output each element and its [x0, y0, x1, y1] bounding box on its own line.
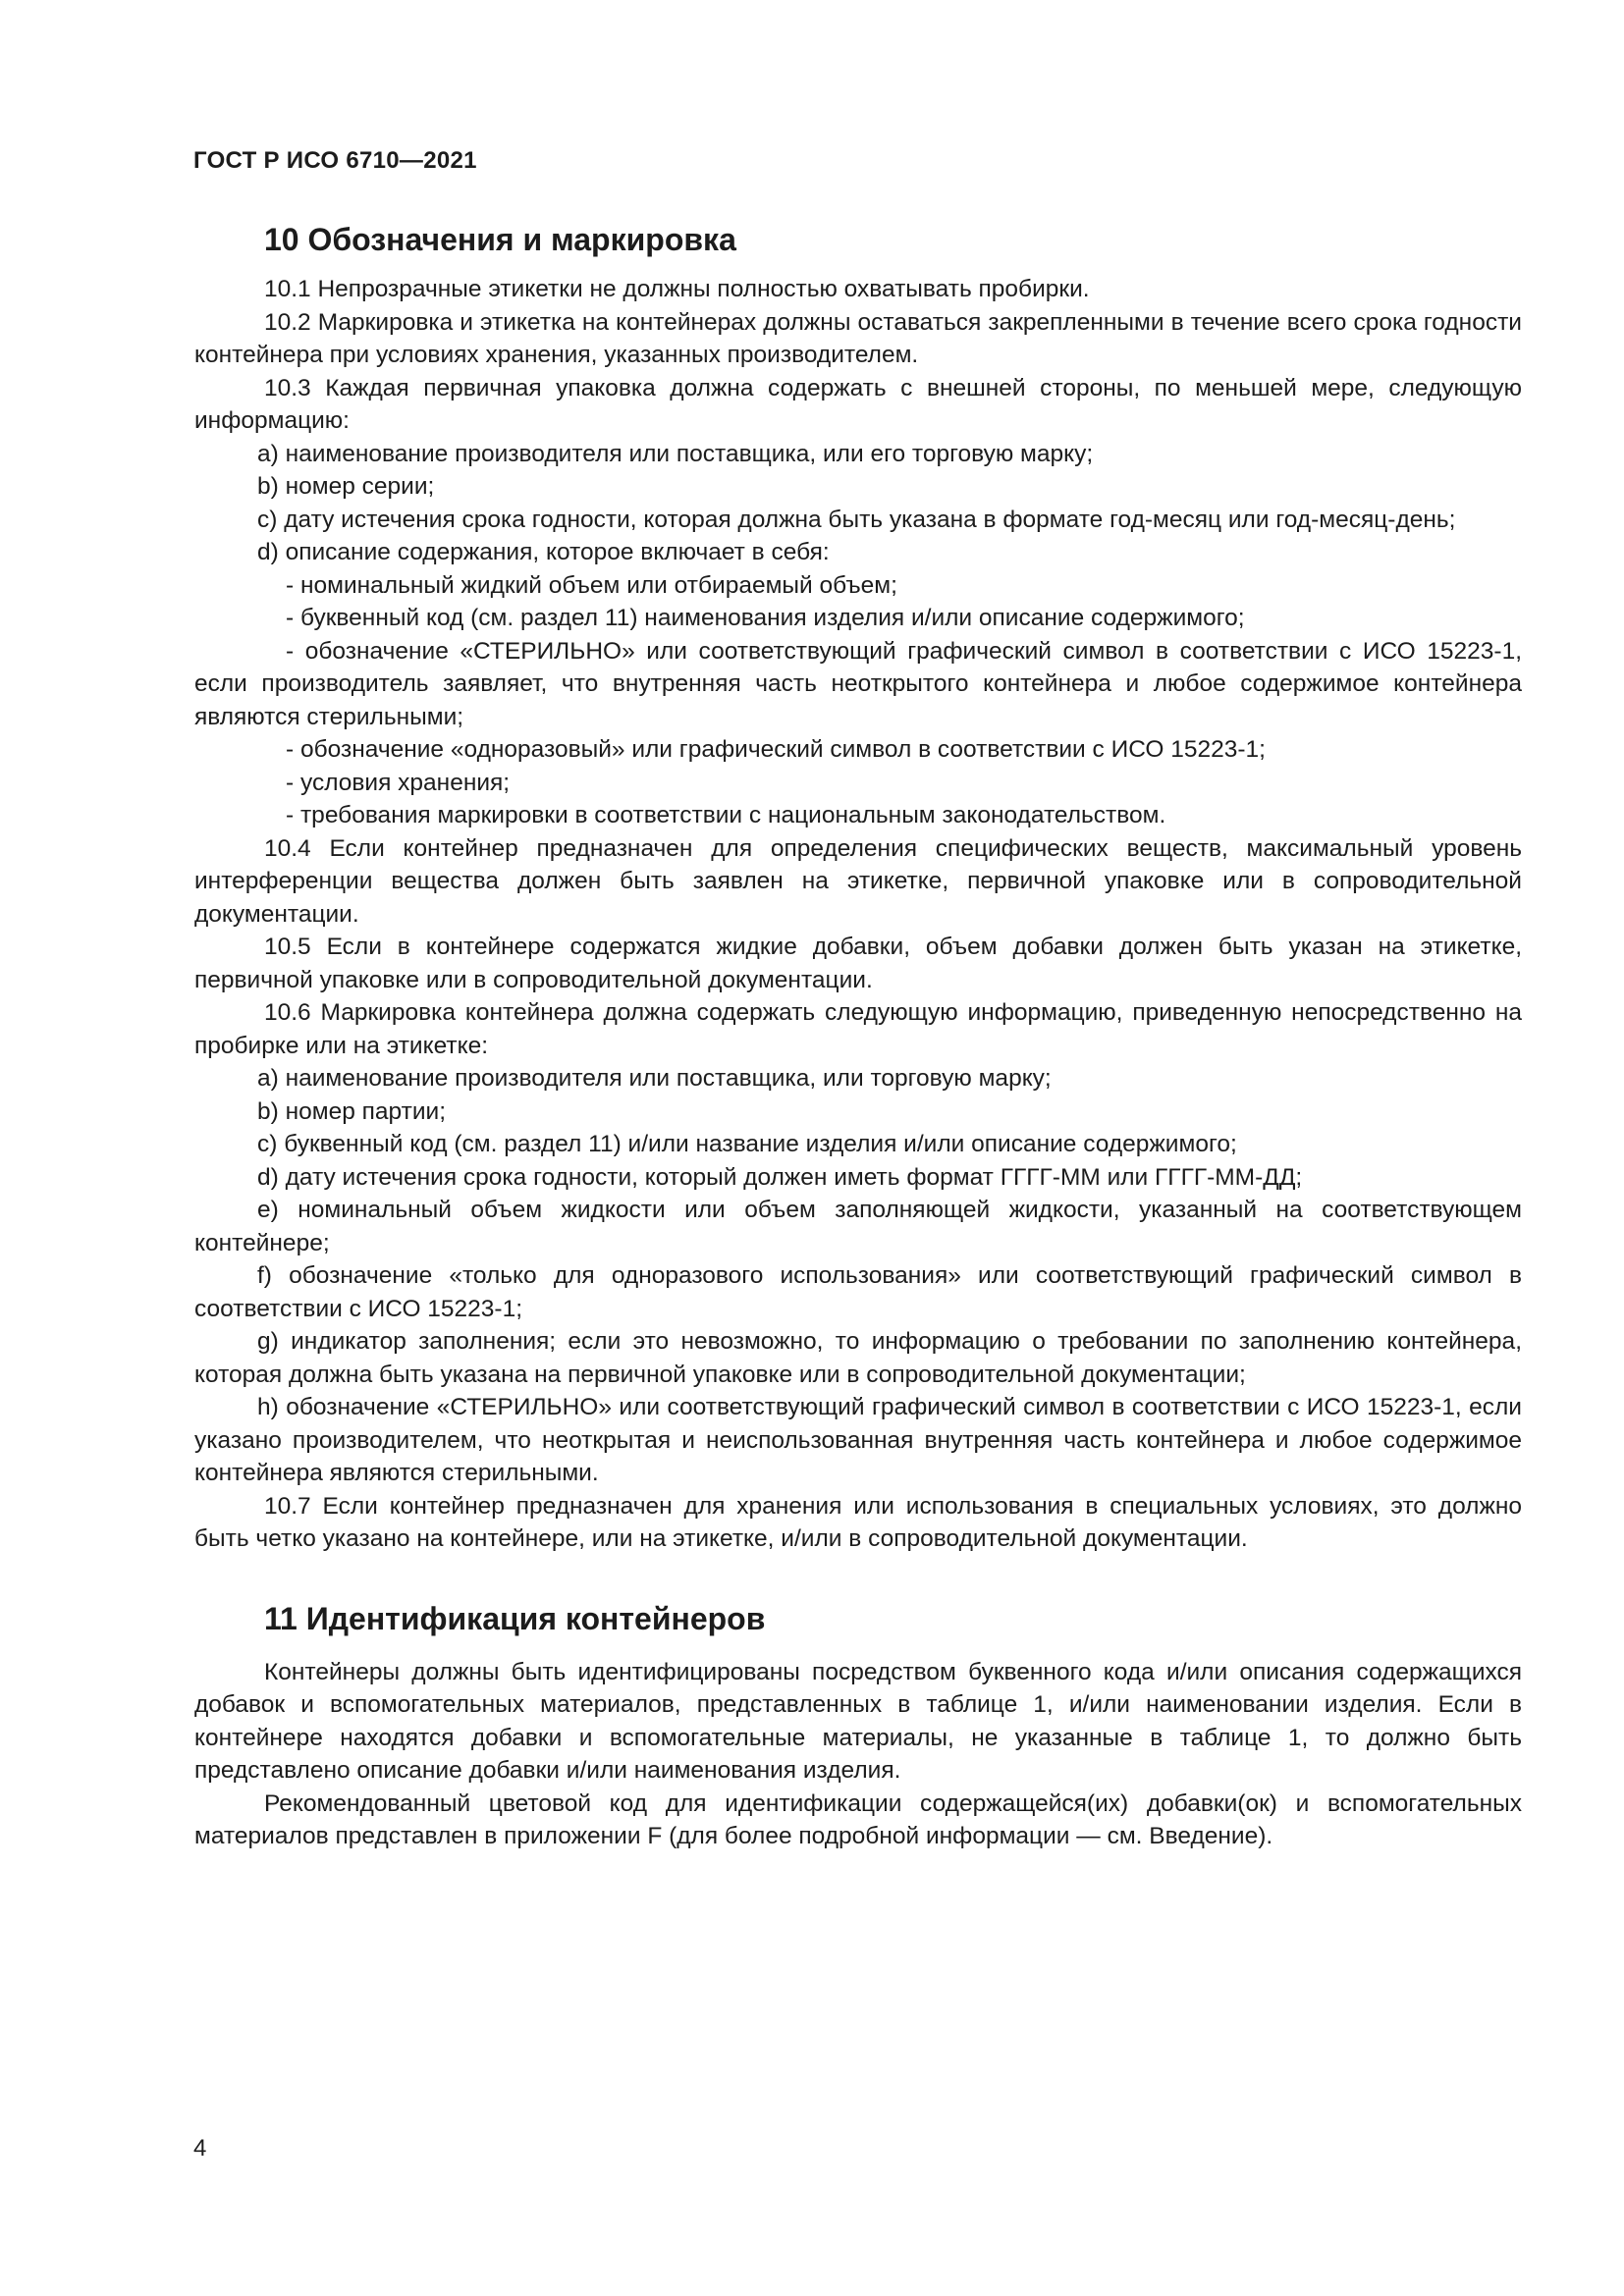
section-11-paragraph-1: Контейнеры должны быть идентифицированы посредством буквенного кода и/или описания содержащихся добавок и вспомогательных материалов, представленных в таблице 1, и/или наименовании изделия. Если в контейнере находятся добавки и вспомогательные материалы, не указанные в таблице 1, то должно быть представлено описание добавки и/или наименования изделия. [194, 1658, 1522, 1784]
standard-code-header: ГОСТ Р ИСО 6710—2021 [193, 147, 477, 174]
section-11-title: 11 Идентификация контейнеров [264, 1600, 766, 1636]
clause-10-6: 10.6 Маркировка контейнера должна содержать следующую информацию, приведенную непосредственно на пробирке или на этикетке: [194, 999, 1522, 1059]
clause-10-1: 10.1 Непрозрачные этикетки не должны полностью охватывать пробирки. [264, 276, 1090, 302]
clause-10-3-d-dash-6: - требования маркировки в соответствии с национальным законодательством. [286, 802, 1166, 828]
clause-10-3-item-d: d) описание содержания, которое включает в себя: [257, 539, 830, 565]
clause-10-5: 10.5 Если в контейнере содержатся жидкие добавки, объем добавки должен быть указан на этикетке, первичной упаковке или в сопроводительной документации. [194, 934, 1522, 993]
page-content [194, 220, 1522, 1853]
clause-10-3-item-c: c) дату истечения срока годности, которая должна быть указана в формате год-месяц или год-месяц-день; [257, 506, 1456, 533]
clause-10-3-item-b: b) номер серии; [257, 473, 435, 500]
clause-10-3-d-dash-1: - номинальный жидкий объем или отбираемый объем; [286, 571, 897, 599]
clause-10-3-item-a: a) наименование производителя или поставщика, или его торговую марку; [257, 440, 1094, 467]
clause-10-6-item-g: g) индикатор заполнения; если это невозможно, то информацию о требовании по заполнению контейнера, которая должна быть указана на первичной упаковке или в сопроводительной документации; [194, 1328, 1522, 1388]
clause-10-4: 10.4 Если контейнер предназначен для определения специфических веществ, максимальный уровень интерференции вещества должен быть заявлен на этикетке, первичной упаковке или в сопроводительной документации. [194, 834, 1522, 928]
section-10-title: 10 Обозначения и маркировка [264, 222, 736, 257]
clause-10-6-item-d: d) дату истечения срока годности, который должен иметь формат ГГГГ-ММ или ГГГГ-ММ-ДД; [257, 1163, 1303, 1191]
clause-10-2: 10.2 Маркировка и этикетка на контейнерах должны оставаться закрепленными в течение всего срока годности контейнера при условиях хранения, указанных производителем. [194, 308, 1522, 368]
clause-10-3-d-dash-2: - буквенный код (см. раздел 11) наименования изделия и/или описание содержимого; [286, 605, 1245, 631]
clause-10-6-item-a: a) наименование производителя или поставщика, или торговую марку; [257, 1065, 1052, 1092]
clause-10-3: 10.3 Каждая первичная упаковка должна содержать с внешней стороны, по меньшей мере, следующую информацию: [194, 374, 1522, 434]
clause-10-3-d-dash-4: - обозначение «одноразовый» или графический символ в соответствии с ИСО 15223-1; [286, 736, 1266, 763]
clause-10-6-item-h: h) обозначение «СТЕРИЛЬНО» или соответствующий графический символ в соответствии с ИСО 15223-1, если указано производителем, что неоткрытая и неиспользованная внутренняя часть контейнера и любое содержимое контейнера являются стерильными. [194, 1394, 1522, 1486]
page-number: 4 [193, 2135, 207, 2162]
section-11-paragraph-2: Рекомендованный цветовой код для идентификации содержащейся(их) добавки(ок) и вспомогательных материалов представлен в приложении F (для более подробной информации — см. Введение). [194, 1789, 1522, 1849]
clause-10-6-item-e: e) номинальный объем жидкости или объем заполняющей жидкости, указанный на соответствующем контейнере; [194, 1197, 1522, 1256]
clause-10-3-d-dash-5: - условия хранения; [286, 769, 511, 796]
clause-10-3-d-dash-3: - обозначение «СТЕРИЛЬНО» или соответствующий графический символ в соответствии с ИСО 15223-1, если производитель заявляет, что внутренняя часть неоткрытого контейнера и любое содержимое контейнера являются стерильными; [194, 637, 1522, 730]
clause-10-6-item-f: f) обозначение «только для одноразового использования» или соответствующий графический символ в соответствии с ИСО 15223-1; [194, 1262, 1522, 1322]
clause-10-6-item-b: b) номер партии; [257, 1097, 447, 1125]
clause-10-6-item-c: c) буквенный код (см. раздел 11) и/или название изделия и/или описание содержимого; [257, 1131, 1237, 1157]
clause-10-7: 10.7 Если контейнер предназначен для хранения или использования в специальных условиях, это должно быть четко указано на контейнере, или на этикетке, и/или в сопроводительной документации. [194, 1492, 1522, 1552]
